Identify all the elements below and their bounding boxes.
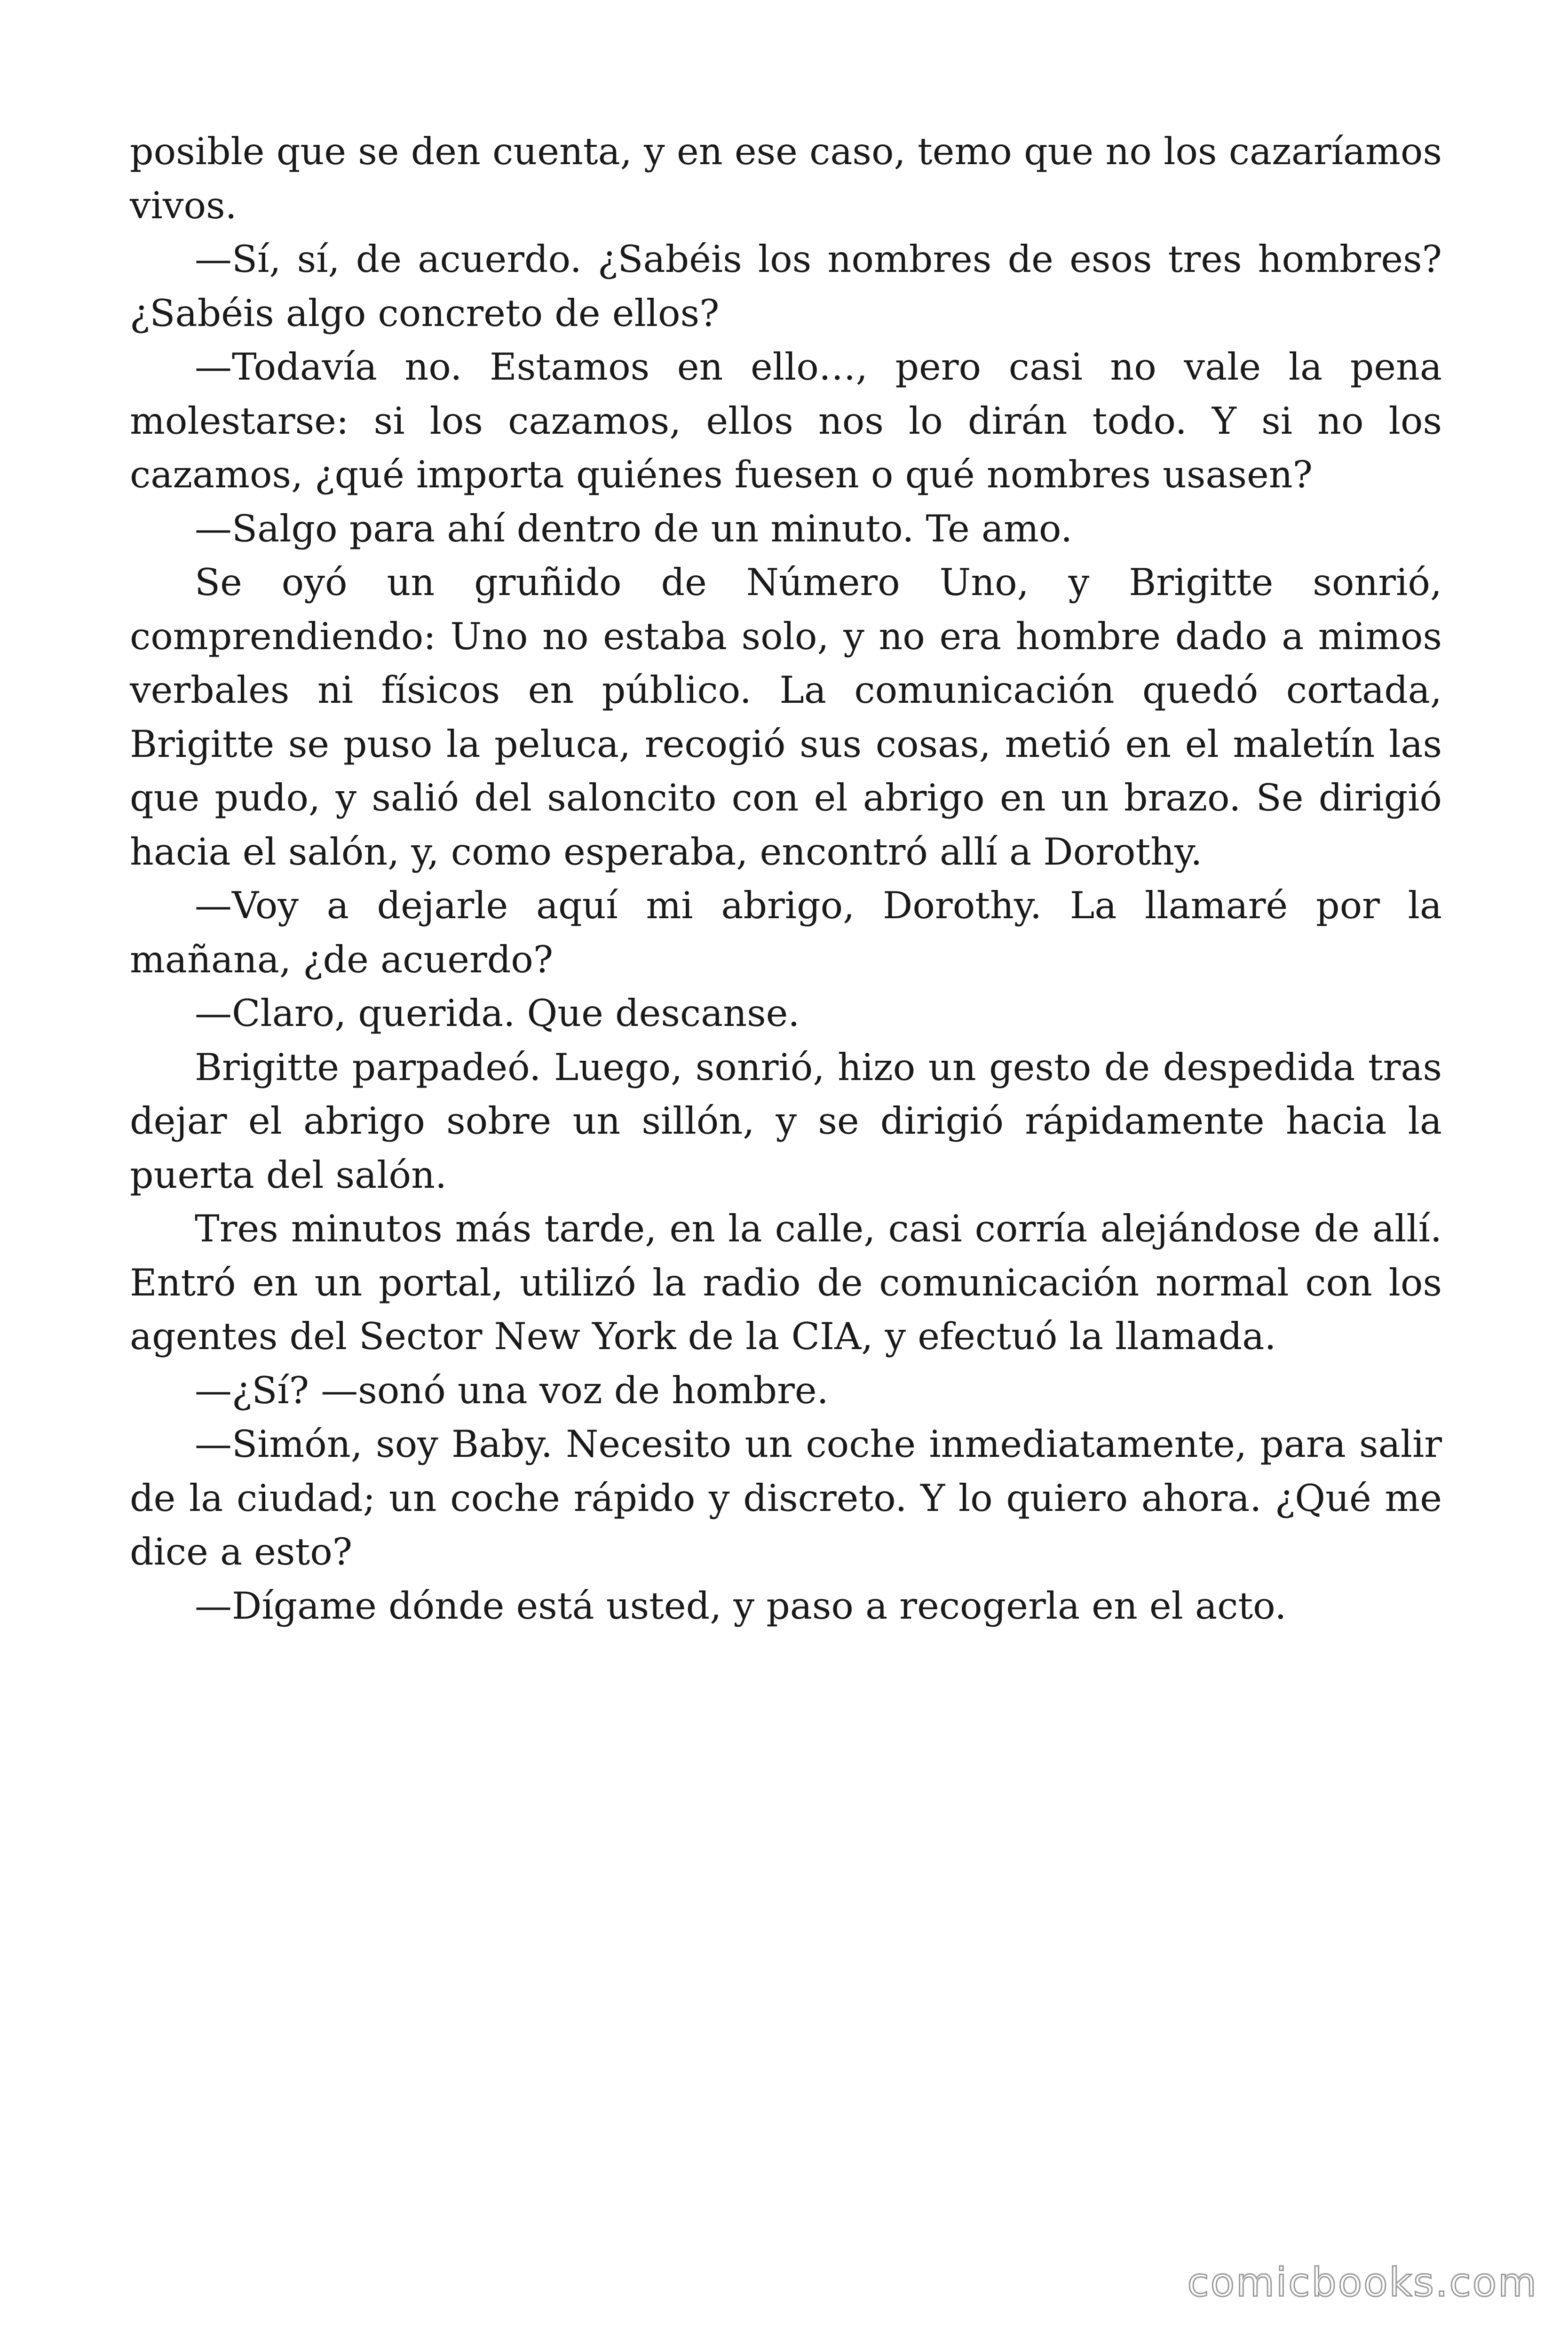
paragraph: —¿Sí? —sonó una voz de hombre. [195,1368,829,1412]
paragraph: —Claro, querida. Que descanse. [195,992,800,1035]
page-text [130,125,1442,1633]
paragraph: —Sí, sí, de acuerdo. ¿Sabéis los nombres de esos tres hombres? ¿Sabéis algo concreto de ellos? [130,238,1442,335]
paragraph: —Simón, soy Baby. Necesito un coche inmediatamente, para salir de la ciudad; un coche rápido y discreto. Y lo quiero ahora. ¿Qué me dice a esto? [130,1422,1442,1573]
paragraph: Brigitte parpadeó. Luego, sonrió, hizo un gesto de despedida tras dejar el abrigo sobre un sillón, y se dirigió rápidamente hacia la puerta del salón. [130,1045,1442,1197]
paragraph: —Voy a dejarle aquí mi abrigo, Dorothy. La llamaré por la mañana, ¿de acuerdo? [130,884,1442,981]
paragraph: posible que se den cuenta, y en ese caso, temo que no los cazaríamos vivos. [130,130,1442,227]
paragraph: —Salgo para ahí dentro de un minuto. Te amo. [195,507,1073,550]
paragraph: Tres minutos más tarde, en la calle, casi corría alejándose de allí. Entró en un portal, utilizó la radio de comunicación normal con los agentes del Sector New York de la CIA, y efectuó la llamada. [130,1207,1442,1358]
paragraph: —Dígame dónde está usted, y paso a recogerla en el acto. [195,1584,1287,1628]
watermark: comicbooks.com [1187,2259,1538,2305]
paragraph: —Todavía no. Estamos en ello…, pero casi no vale la pena molestarse: si los cazamos, ellos nos lo dirán todo. Y si no los cazamos, ¿qué importa quiénes fuesen o qué nombres usasen? [130,345,1442,496]
paragraph: Se oyó un gruñido de Número Uno, y Brigitte sonrió, comprendiendo: Uno no estaba solo, y no era hombre dado a mimos verbales ni físicos en público. La comunicación quedó cortada, Brigitte se puso la peluca, recogió sus cosas, metió en el maletín las que pudo, y salió del saloncito con el abrigo en un brazo. Se dirigió hacia el salón, y, como esperaba, encontró allí a Dorothy. [130,561,1442,874]
